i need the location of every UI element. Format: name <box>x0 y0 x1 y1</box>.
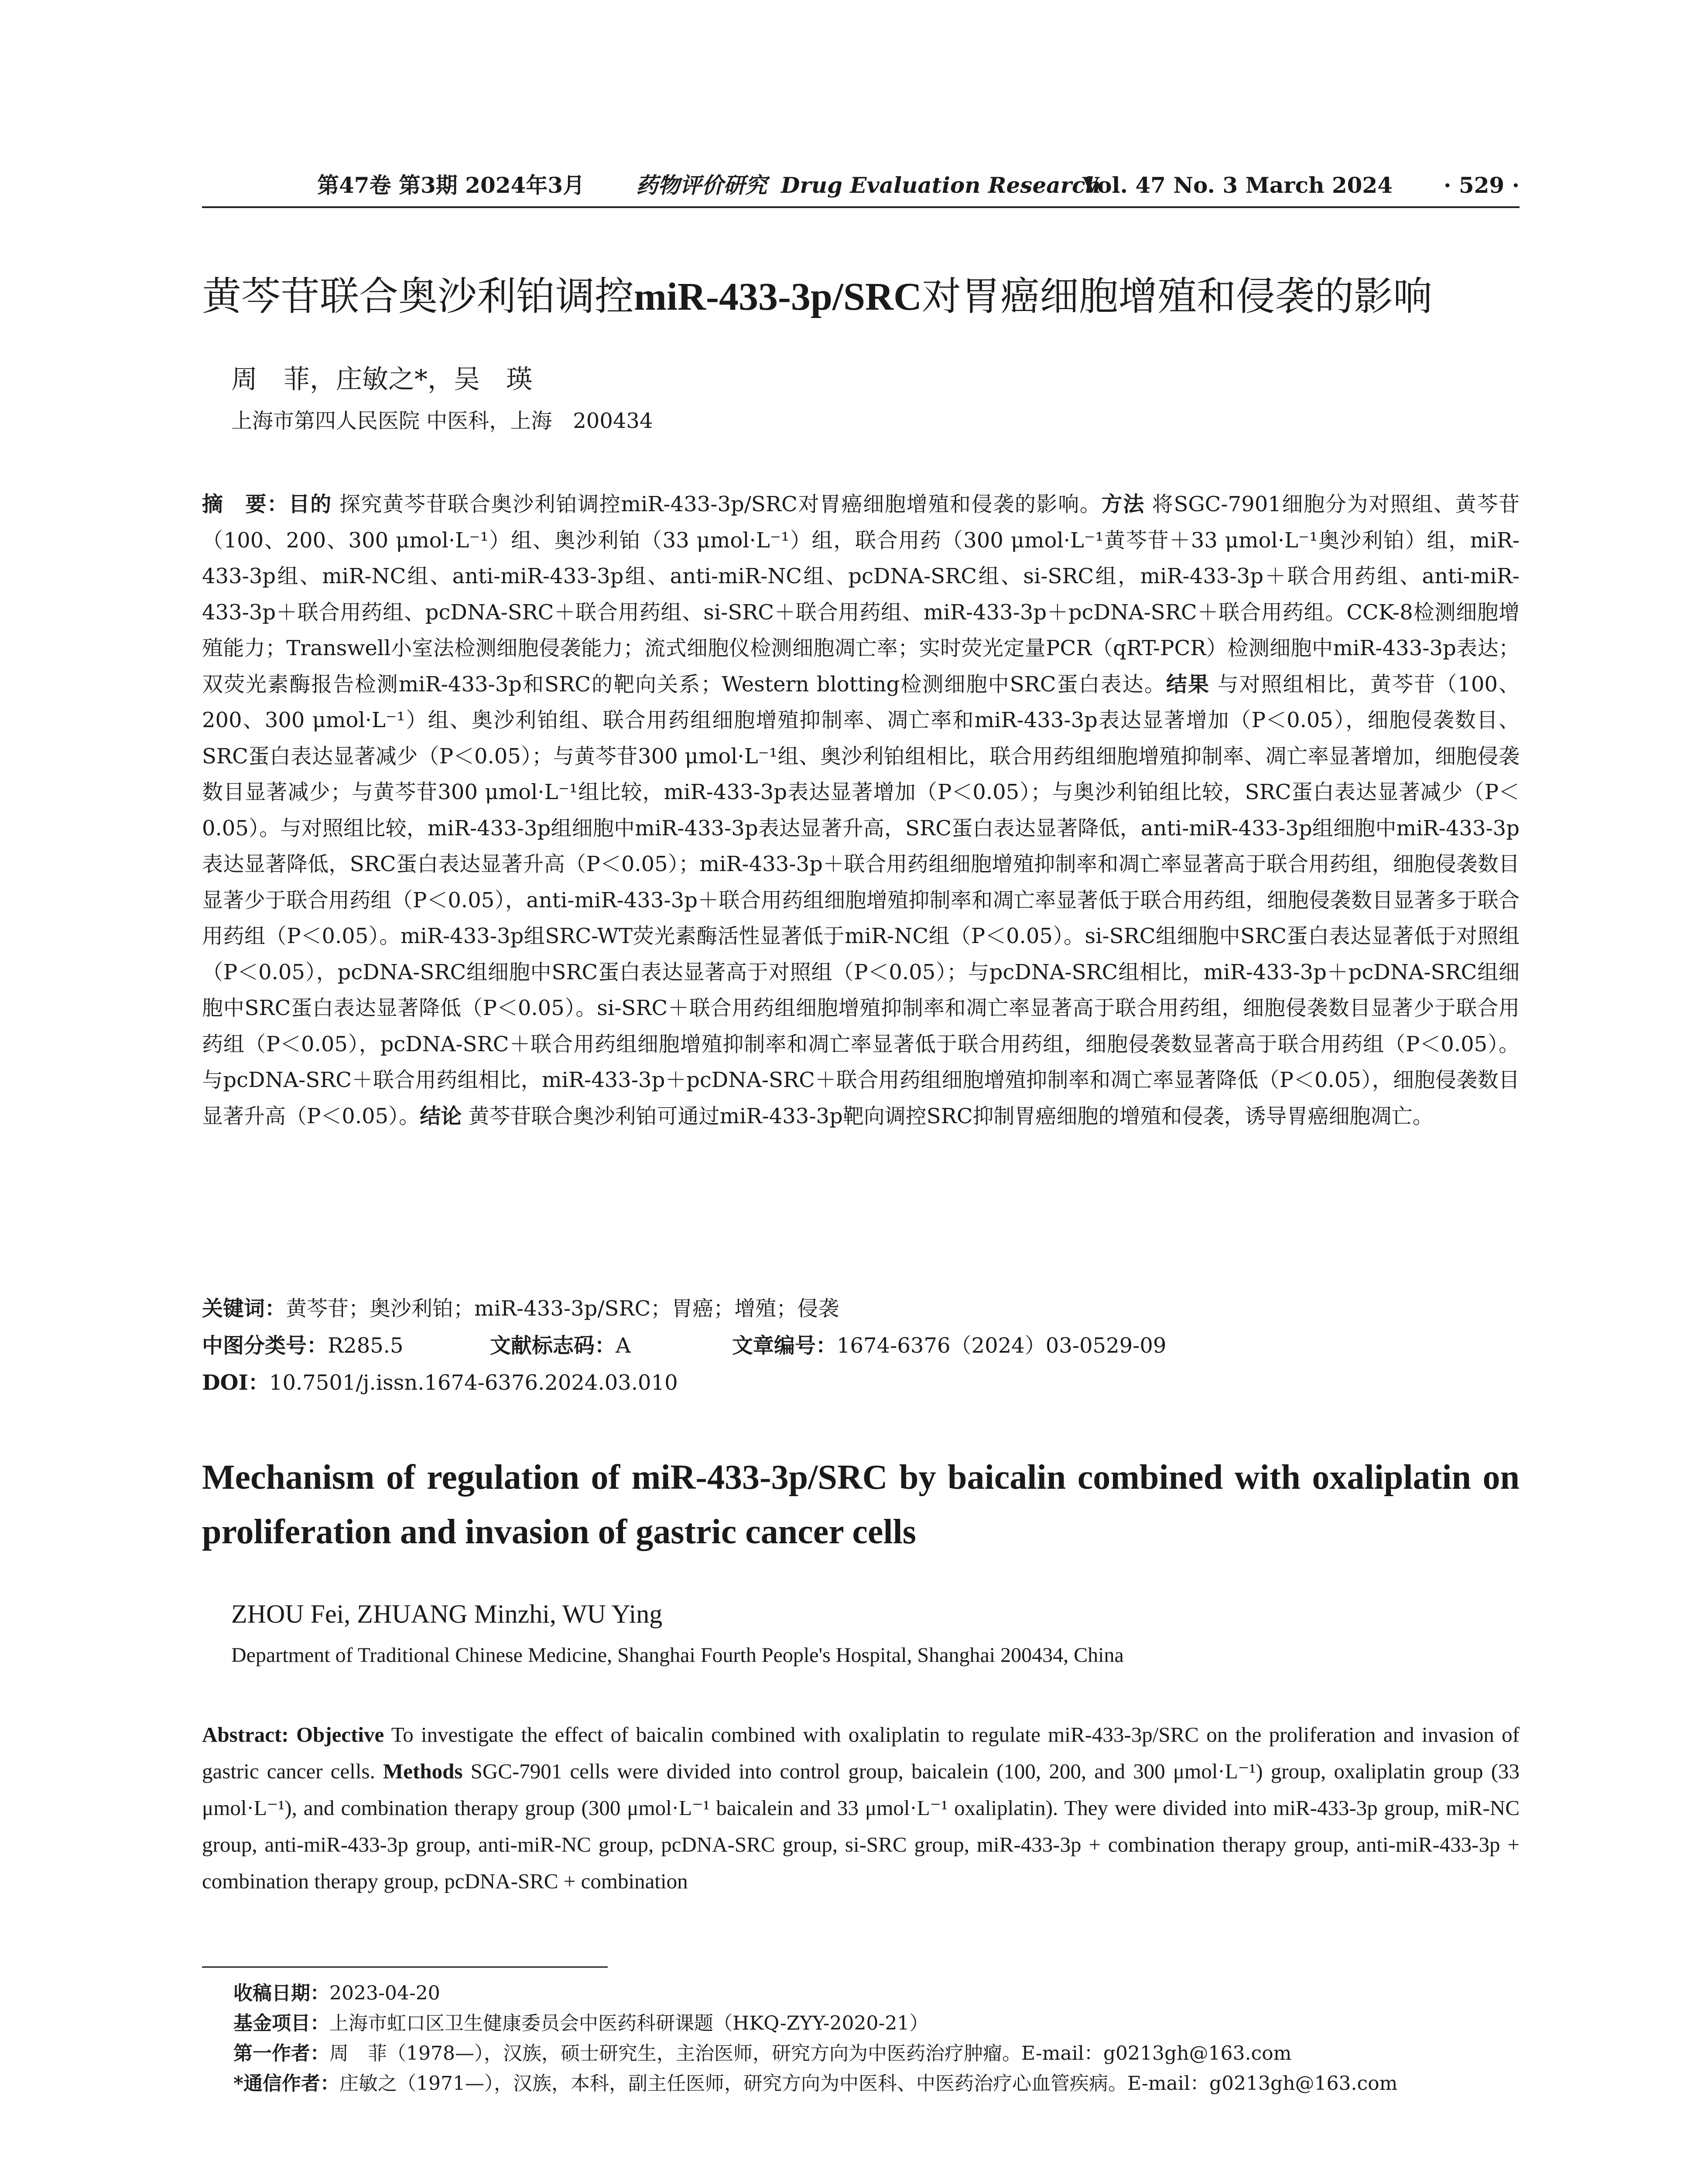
abstract-en-label: Abstract: <box>202 1723 289 1747</box>
abstract-cn-label: 摘 要： <box>202 492 289 516</box>
journal-name-en: Drug Evaluation Research <box>781 172 1101 198</box>
first-author-label: 第一作者： <box>233 2042 329 2065</box>
title-cn-part1: 黄芩苷联合奥沙利铂调控 <box>202 273 634 319</box>
methods-en-label: Methods <box>383 1759 463 1783</box>
results-cn: 与对照组相比，黄芩苷（100、200、300 μmol·L⁻¹）组、奥沙利铂组、联合用药组细胞增殖抑制率、凋亡率和miR-433-3p表达显著增加（P＜0.05），细胞侵袭数目、SRC蛋白表达显著减少（P＜0.05）；与黄芩苷300 μmol·L⁻¹组、奥沙利铂组相比，联合用药组细胞增殖抑制率、凋亡率显著增加，细胞侵袭数目显著减少；与黄芩苷300 μmol·L⁻¹组比较，miR-433-3p表达显著增加（P＜0.05）；与奥沙利铂组比较，SRC蛋白表达显著减少（P＜0.05）。与对照组比较，miR-433-3p组细胞中miR-433-3p表达显著升高，SRC蛋白表达显著降低，anti-miR-433-3p组细胞中miR-433-3p表达显著降低，SRC蛋白表达显著升高（P＜0.05）；miR-433-3p＋联合用药组细胞增殖抑制率和凋亡率显著高于联合用药组，细胞侵袭数目显著少于联合用药组（P＜0.05），anti-miR-433-3p＋联合用药组细胞增殖抑制率和凋亡率显著低于联合用药组，细胞侵袭数目显著多于联合用药组（P＜0.05）。miR-433-3p组SRC-WT荧光素酶活性显著低于miR-NC组（P＜0.05）。si-SRC组细胞中SRC蛋白表达显著低于对照组（P＜0.05），pcDNA-SRC组细胞中SRC蛋白表达显著高于对照组（P＜0.05）；与pcDNA-SRC组相比，miR-433-3p＋pcDNA-SRC组细胞中SRC蛋白表达显著降低（P＜0.05）。si-SRC＋联合用药组细胞增殖抑制率和凋亡率显著高于联合用药组，细胞侵袭数目显著少于联合用药组（P＜0.05），pcDNA-SRC＋联合用药组细胞增殖抑制率和凋亡率显著低于联合用药组，细胞侵袭数显著高于联合用药组（P＜0.05）。与pcDNA-SRC＋联合用药组相比，miR-433-3p＋pcDNA-SRC＋联合用药组细胞增殖抑制率和凋亡率显著降低（P＜0.05），细胞侵袭数目显著升高（P＜0.05）。 <box>202 672 1520 1128</box>
article-no-label: 文章编号： <box>732 1333 837 1358</box>
doi-label: DOI： <box>202 1371 269 1395</box>
received-date: 2023-04-20 <box>329 1982 440 2004</box>
issue-cn: 第47卷 第3期 2024年3月 <box>317 172 585 198</box>
title-cn-gene: miR-433-3p/SRC <box>634 275 922 318</box>
running-header <box>202 166 1520 205</box>
page-number: · 529 · <box>1444 172 1520 198</box>
methods-cn-label: 方法 <box>1101 492 1145 516</box>
footnotes <box>233 1978 1525 2099</box>
keywords-text: 黄芩苷；奥沙利铂；miR-433-3p/SRC；胃癌；增殖；侵袭 <box>286 1296 839 1321</box>
fund-text: 上海市虹口区卫生健康委员会中医药科研课题（HKQ-ZYY-2020-21） <box>329 2012 929 2034</box>
fund-label: 基金项目： <box>233 2012 329 2034</box>
footnote-fund <box>233 2008 1525 2038</box>
first-author-text: 周 菲（1978—），汉族，硕士研究生，主治医师，研究方向为中医药治疗肿瘤。E-mail：g0213gh@163.com <box>329 2042 1292 2065</box>
keywords-cn <box>202 1293 839 1324</box>
footnote-received <box>233 1978 1525 2008</box>
issue-en: Vol. 47 No. 3 March 2024 <box>1082 172 1393 198</box>
clc-value: R285.5 <box>328 1333 404 1358</box>
doi-link[interactable]: 10.7501/j.issn.1674-6376.2024.03.010 <box>269 1371 678 1395</box>
footnote-corresponding <box>233 2068 1525 2099</box>
journal-name-cn: 药物评价研究 <box>636 172 767 198</box>
received-label: 收稿日期： <box>233 1982 329 2004</box>
affiliation-en: Department of Traditional Chinese Medicine, Shanghai Fourth People's Hospital, Shanghai 200434, China <box>231 1644 1124 1667</box>
corresponding-label: *通信作者： <box>233 2072 340 2095</box>
abstract-cn <box>202 486 1520 1134</box>
methods-en: SGC-7901 cells were divided into control group, baicalein (100, 200, and 300 μmol·L⁻¹) group, oxaliplatin group (33 μmol·L⁻¹), and combination therapy group (300 μmol·L⁻¹ baicalein and 33 μmol·L⁻¹ oxaliplatin). They were divided into miR-433-3p group, miR-NC group, anti-miR-433-3p group, anti-miR-NC group, pcDNA-SRC group, si-SRC group, miR-433-3p + combination therapy group, anti-miR-433-3p + combination therapy group, pcDNA-SRC + combination <box>202 1759 1520 1893</box>
title-cn-part2: 对胃癌细胞增殖和侵袭的影响 <box>922 273 1433 319</box>
title-en: Mechanism of regulation of miR-433-3p/SRC by baicalin combined with oxaliplatin on proliferation and invasion of gastric cancer cells <box>202 1458 1520 1551</box>
affiliation-cn: 上海市第四人民医院 中医科，上海 200434 <box>231 409 653 433</box>
doi-line <box>202 1367 678 1398</box>
corresponding-text: 庄敏之（1971—），汉族，本科，副主任医师，研究方向为中医科、中医药治疗心血管疾病。E-mail：g0213gh@163.com <box>339 2072 1398 2095</box>
authors-cn: 周 菲，庄敏之*，吴 瑛 <box>231 364 532 395</box>
footnote-first-author <box>233 2038 1525 2068</box>
results-cn-label: 结果 <box>1166 672 1210 697</box>
objective-cn: 探究黄芩苷联合奥沙利铂调控miR-433-3p/SRC对胃癌细胞增殖和侵袭的影响。 <box>339 492 1102 516</box>
conclusion-cn-label: 结论 <box>420 1104 462 1128</box>
objective-cn-label: 目的 <box>288 492 332 516</box>
header-rule <box>202 206 1520 208</box>
objective-en-label: Objective <box>296 1723 384 1747</box>
clc-label: 中图分类号： <box>202 1333 328 1358</box>
abstract-en <box>202 1716 1520 1900</box>
doc-code-value: A <box>616 1333 631 1358</box>
doc-code-label: 文献标志码： <box>490 1333 616 1358</box>
article-no-value: 1674-6376（2024）03-0529-09 <box>837 1333 1167 1358</box>
keywords-label: 关键词： <box>202 1296 286 1321</box>
footnote-rule <box>202 1966 608 1968</box>
authors-en: ZHOU Fei, ZHUANG Minzhi, WU Ying <box>231 1600 663 1628</box>
classification-line <box>202 1330 1520 1361</box>
conclusion-cn: 黄芩苷联合奥沙利铂可通过miR-433-3p靶向调控SRC抑制胃癌细胞的增殖和侵袭，诱导胃癌细胞凋亡。 <box>468 1104 1434 1128</box>
objective-en: To investigate the effect of baicalin combined with oxaliplatin to regulate miR-433-3p/SRC on the proliferation and invasion of gastric cancer cells. <box>202 1723 1520 1783</box>
methods-cn: 将SGC-7901细胞分为对照组、黄芩苷（100、200、300 μmol·L⁻¹）组、奥沙利铂（33 μmol·L⁻¹）组，联合用药（300 μmol·L⁻¹黄芩苷＋33 μmol·L⁻¹奥沙利铂）组，miR-433-3p组、miR-NC组、anti-miR-433-3p组、anti-miR-NC组、pcDNA-SRC组、si-SRC组，miR-433-3p＋联合用药组、anti-miR-433-3p＋联合用药组、pcDNA-SRC＋联合用药组、si-SRC＋联合用药组、miR-433-3p＋pcDNA-SRC＋联合用药组。CCK-8检测细胞增殖能力；Transwell小室法检测细胞侵袭能力；流式细胞仪检测细胞凋亡率；实时荧光定量PCR（qRT-PCR）检测细胞中miR-433-3p表达；双荧光素酶报告检测miR-433-3p和SRC的靶向关系；Western blotting检测细胞中SRC蛋白表达。 <box>202 492 1520 697</box>
title-cn <box>202 268 1520 325</box>
